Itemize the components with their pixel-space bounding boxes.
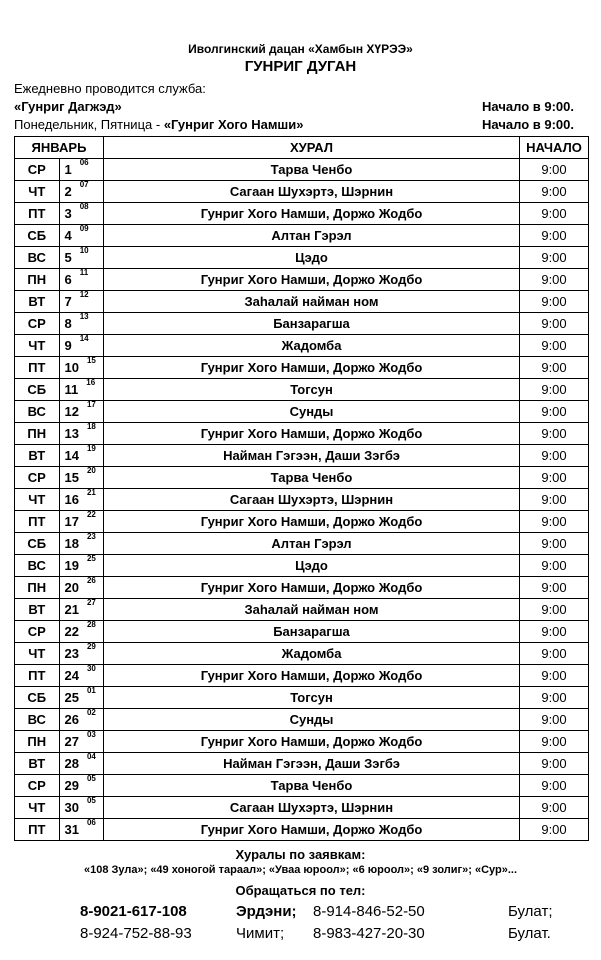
service-name: Сагаан Шухэртэ, Шэрнин: [104, 181, 520, 203]
service-name: Сагаан Шухэртэ, Шэрнин: [104, 797, 520, 819]
start-time: 9:00: [520, 181, 589, 203]
contact-name: Эрдэни;: [236, 903, 297, 920]
table-row: [15, 401, 589, 423]
day-of-week: СР: [15, 775, 60, 797]
lunar-day: 18: [86, 421, 96, 431]
start-time: 9:00: [520, 819, 589, 841]
table-row: [15, 599, 589, 621]
table-row: [15, 643, 589, 665]
date-cell: [59, 621, 104, 643]
start-time: 9:00: [520, 445, 589, 467]
date-cell: [59, 731, 104, 753]
table-row: [15, 313, 589, 335]
service-name: Тогсун: [104, 379, 520, 401]
day-of-week: СР: [15, 313, 60, 335]
date-cell: [59, 775, 104, 797]
table-row: [15, 577, 589, 599]
table-row: [15, 467, 589, 489]
start-time: 9:00: [520, 203, 589, 225]
date-cell: [59, 291, 104, 313]
day-of-week: СР: [15, 621, 60, 643]
schedule-table: [14, 136, 589, 841]
start-time: 9:00: [520, 423, 589, 445]
start-time: 9:00: [520, 775, 589, 797]
day-of-week: СР: [15, 159, 60, 181]
date-cell: [59, 819, 104, 841]
service-name: Гунриг Хого Намши, Доржо Жодбо: [104, 511, 520, 533]
table-row: [15, 555, 589, 577]
lunar-day: 16: [86, 377, 96, 387]
day-of-week: ЧТ: [15, 181, 60, 203]
lunar-day: 07: [79, 179, 89, 189]
day-number: 10: [64, 359, 79, 375]
start-time: 9:00: [520, 555, 589, 577]
service-name: Жадомба: [104, 335, 520, 357]
table-row: [15, 423, 589, 445]
day-of-week: СБ: [15, 225, 60, 247]
table-row: [15, 731, 589, 753]
day-of-week: ВТ: [15, 445, 60, 467]
lunar-day: 30: [86, 663, 96, 673]
date-cell: [59, 577, 104, 599]
lunar-day: 25: [86, 553, 96, 563]
lunar-day: 02: [86, 707, 96, 717]
start-time: 9:00: [520, 709, 589, 731]
table-row: [15, 335, 589, 357]
contact-phone: 8-914-846-52-50: [313, 903, 425, 920]
day-of-week: ПН: [15, 423, 60, 445]
day-number: 18: [64, 535, 79, 551]
day-number: 4: [64, 227, 72, 243]
day-number: 23: [64, 645, 79, 661]
date-cell: [59, 159, 104, 181]
start-time: 9:00: [520, 731, 589, 753]
date-cell: [59, 379, 104, 401]
service1-line: [14, 98, 586, 116]
day-of-week: ВС: [15, 555, 60, 577]
lunar-day: 09: [79, 223, 89, 233]
service-name: Тогсун: [104, 687, 520, 709]
requests-title: Хуралы по заявкам:: [235, 847, 366, 862]
lunar-day: 19: [86, 443, 96, 453]
start-time: 9:00: [520, 643, 589, 665]
table-row: [15, 797, 589, 819]
date-cell: [59, 335, 104, 357]
day-number: 11: [64, 381, 79, 397]
day-number: 28: [64, 755, 79, 771]
date-cell: [59, 445, 104, 467]
header-month: ЯНВАРЬ: [15, 137, 104, 159]
contact-phone: 8-924-752-88-93: [80, 925, 192, 942]
start-time: 9:00: [520, 687, 589, 709]
table-row: [15, 819, 589, 841]
date-cell: [59, 401, 104, 423]
page-title: ГУНРИГ ДУГАН: [244, 58, 357, 75]
service-name: Гунриг Хого Намши, Доржо Жодбо: [104, 203, 520, 225]
lunar-day: 14: [79, 333, 89, 343]
table-row: [15, 247, 589, 269]
contact-name: Чимит;: [236, 925, 285, 942]
day-number: 31: [64, 821, 79, 837]
daily-service-label: Ежедневно проводится служба:: [14, 81, 206, 96]
day-number: 8: [64, 315, 72, 331]
day-of-week: ВТ: [15, 599, 60, 621]
service-name: Тарва Ченбо: [104, 159, 520, 181]
start-time: 9:00: [520, 577, 589, 599]
table-row: [15, 379, 589, 401]
day-of-week: СР: [15, 467, 60, 489]
lunar-day: 13: [79, 311, 89, 321]
day-number: 1: [64, 161, 72, 177]
day-number: 16: [64, 491, 79, 507]
day-of-week: ЧТ: [15, 643, 60, 665]
table-row: [15, 753, 589, 775]
service-name: Тарва Ченбо: [104, 467, 520, 489]
table-row: [15, 225, 589, 247]
lunar-day: 12: [79, 289, 89, 299]
day-of-week: ПН: [15, 269, 60, 291]
date-cell: [59, 225, 104, 247]
date-cell: [59, 247, 104, 269]
table-row: [15, 291, 589, 313]
table-row: [15, 533, 589, 555]
table-row: [15, 159, 589, 181]
start-time: 9:00: [520, 467, 589, 489]
table-row: [15, 357, 589, 379]
day-number: 17: [64, 513, 79, 529]
date-cell: [59, 687, 104, 709]
date-cell: [59, 489, 104, 511]
day-number: 7: [64, 293, 72, 309]
service-name: Гунриг Хого Намши, Доржо Жодбо: [104, 577, 520, 599]
lunar-day: 05: [86, 795, 96, 805]
day-of-week: ЧТ: [15, 797, 60, 819]
contact-phone: 8-983-427-20-30: [313, 925, 425, 942]
start-time: 9:00: [520, 379, 589, 401]
lunar-day: 04: [86, 751, 96, 761]
lunar-day: 06: [86, 817, 96, 827]
day-number: 24: [64, 667, 79, 683]
date-cell: [59, 357, 104, 379]
date-cell: [59, 797, 104, 819]
date-cell: [59, 753, 104, 775]
service-name: Жадомба: [104, 643, 520, 665]
service-name: Алтан Гэрэл: [104, 533, 520, 555]
date-cell: [59, 313, 104, 335]
service2-days: Понедельник, Пятница -: [14, 117, 164, 132]
lunar-day: 01: [86, 685, 96, 695]
day-of-week: ПН: [15, 731, 60, 753]
start-time: 9:00: [520, 753, 589, 775]
table-header-row: [15, 137, 589, 159]
day-number: 19: [64, 557, 79, 573]
lunar-day: 03: [86, 729, 96, 739]
date-cell: [59, 269, 104, 291]
service-name: Заһалай найман ном: [104, 599, 520, 621]
service2-line: [14, 116, 586, 134]
service-name: Банзарагша: [104, 621, 520, 643]
lunar-day: 26: [86, 575, 96, 585]
start-time: 9:00: [520, 489, 589, 511]
day-number: 25: [64, 689, 79, 705]
day-of-week: ВТ: [15, 753, 60, 775]
service-name: Найман Гэгээн, Даши Зэгбэ: [104, 753, 520, 775]
service-name: Тарва Ченбо: [104, 775, 520, 797]
lunar-day: 28: [86, 619, 96, 629]
date-cell: [59, 599, 104, 621]
daily-service-line: [14, 80, 586, 98]
day-number: 14: [64, 447, 79, 463]
day-number: 15: [64, 469, 79, 485]
day-of-week: СБ: [15, 379, 60, 401]
lunar-day: 08: [79, 201, 89, 211]
start-time: 9:00: [520, 159, 589, 181]
day-of-week: ПТ: [15, 357, 60, 379]
table-row: [15, 621, 589, 643]
day-of-week: ПТ: [15, 203, 60, 225]
table-row: [15, 269, 589, 291]
contact-name: Булат.: [508, 925, 551, 942]
table-row: [15, 511, 589, 533]
header-start: НАЧАЛО: [520, 137, 589, 159]
day-number: 2: [64, 183, 72, 199]
day-number: 27: [64, 733, 79, 749]
day-of-week: СБ: [15, 687, 60, 709]
lunar-day: 06: [79, 157, 89, 167]
lunar-day: 20: [86, 465, 96, 475]
date-cell: [59, 533, 104, 555]
day-number: 26: [64, 711, 79, 727]
lunar-day: 10: [79, 245, 89, 255]
table-row: [15, 775, 589, 797]
contact-title: Обращаться по тел:: [235, 883, 366, 898]
day-number: 12: [64, 403, 79, 419]
day-number: 13: [64, 425, 79, 441]
service-name: Алтан Гэрэл: [104, 225, 520, 247]
day-of-week: ВТ: [15, 291, 60, 313]
service-name: Цэдо: [104, 247, 520, 269]
start-time: 9:00: [520, 247, 589, 269]
start-time: 9:00: [520, 621, 589, 643]
lunar-day: 23: [86, 531, 96, 541]
contact-phone: 8-9021-617-108: [80, 903, 187, 920]
start-time: 9:00: [520, 225, 589, 247]
service2-start: Начало в 9:00.: [482, 117, 574, 132]
service-name: Гунриг Хого Намши, Доржо Жодбо: [104, 357, 520, 379]
day-number: 5: [64, 249, 72, 265]
service2-name: «Гунриг Хого Намши»: [163, 117, 304, 132]
day-of-week: ПН: [15, 577, 60, 599]
day-of-week: ЧТ: [15, 489, 60, 511]
table-row: [15, 203, 589, 225]
day-number: 21: [64, 601, 79, 617]
lunar-day: 29: [86, 641, 96, 651]
service-name: Заһалай найман ном: [104, 291, 520, 313]
start-time: 9:00: [520, 797, 589, 819]
table-row: [15, 445, 589, 467]
day-of-week: ЧТ: [15, 335, 60, 357]
day-number: 6: [64, 271, 72, 287]
contact-name: Булат;: [508, 903, 553, 920]
day-of-week: ВС: [15, 247, 60, 269]
lunar-day: 27: [86, 597, 96, 607]
date-cell: [59, 555, 104, 577]
date-cell: [59, 203, 104, 225]
lunar-day: 11: [79, 267, 89, 277]
service-name: Гунриг Хого Намши, Доржо Жодбо: [104, 665, 520, 687]
organization-name: Иволгинский дацан «Хамбын ХҮРЭЭ»: [188, 42, 413, 56]
start-time: 9:00: [520, 401, 589, 423]
day-number: 30: [64, 799, 79, 815]
service1-start: Начало в 9:00.: [482, 99, 574, 114]
service-name: Сунды: [104, 709, 520, 731]
day-of-week: ПТ: [15, 511, 60, 533]
lunar-day: 21: [86, 487, 96, 497]
start-time: 9:00: [520, 665, 589, 687]
table-row: [15, 489, 589, 511]
day-number: 29: [64, 777, 79, 793]
date-cell: [59, 423, 104, 445]
service-name: Цэдо: [104, 555, 520, 577]
lunar-day: 15: [86, 355, 96, 365]
table-row: [15, 709, 589, 731]
day-of-week: ПТ: [15, 665, 60, 687]
date-cell: [59, 511, 104, 533]
service-name: Сагаан Шухэртэ, Шэрнин: [104, 489, 520, 511]
requests-list: «108 Зула»; «49 хоногой тараал»; «Уваа юроол»; «6 юроол»; «9 золиг»; «Сур»...: [83, 864, 517, 876]
start-time: 9:00: [520, 511, 589, 533]
start-time: 9:00: [520, 335, 589, 357]
service-name: Гунриг Хого Намши, Доржо Жодбо: [104, 269, 520, 291]
header-service: ХУРАЛ: [104, 137, 520, 159]
table-row: [15, 665, 589, 687]
lunar-day: 22: [86, 509, 96, 519]
start-time: 9:00: [520, 269, 589, 291]
lunar-day: 05: [86, 773, 96, 783]
start-time: 9:00: [520, 291, 589, 313]
service-name: Банзарагша: [104, 313, 520, 335]
start-time: 9:00: [520, 357, 589, 379]
service1-name: «Гунриг Дагжэд»: [14, 99, 122, 114]
service-name: Гунриг Хого Намши, Доржо Жодбо: [104, 423, 520, 445]
day-of-week: ПТ: [15, 819, 60, 841]
day-of-week: ВС: [15, 709, 60, 731]
date-cell: [59, 643, 104, 665]
day-number: 9: [64, 337, 72, 353]
day-number: 20: [64, 579, 79, 595]
table-row: [15, 687, 589, 709]
start-time: 9:00: [520, 599, 589, 621]
day-of-week: СБ: [15, 533, 60, 555]
start-time: 9:00: [520, 313, 589, 335]
start-time: 9:00: [520, 533, 589, 555]
day-number: 22: [64, 623, 79, 639]
date-cell: [59, 665, 104, 687]
table-row: [15, 181, 589, 203]
service-name: Гунриг Хого Намши, Доржо Жодбо: [104, 731, 520, 753]
date-cell: [59, 709, 104, 731]
day-of-week: ВС: [15, 401, 60, 423]
day-number: 3: [64, 205, 72, 221]
service-name: Найман Гэгээн, Даши Зэгбэ: [104, 445, 520, 467]
service-name: Сунды: [104, 401, 520, 423]
date-cell: [59, 467, 104, 489]
lunar-day: 17: [86, 399, 96, 409]
service-name: Гунриг Хого Намши, Доржо Жодбо: [104, 819, 520, 841]
date-cell: [59, 181, 104, 203]
